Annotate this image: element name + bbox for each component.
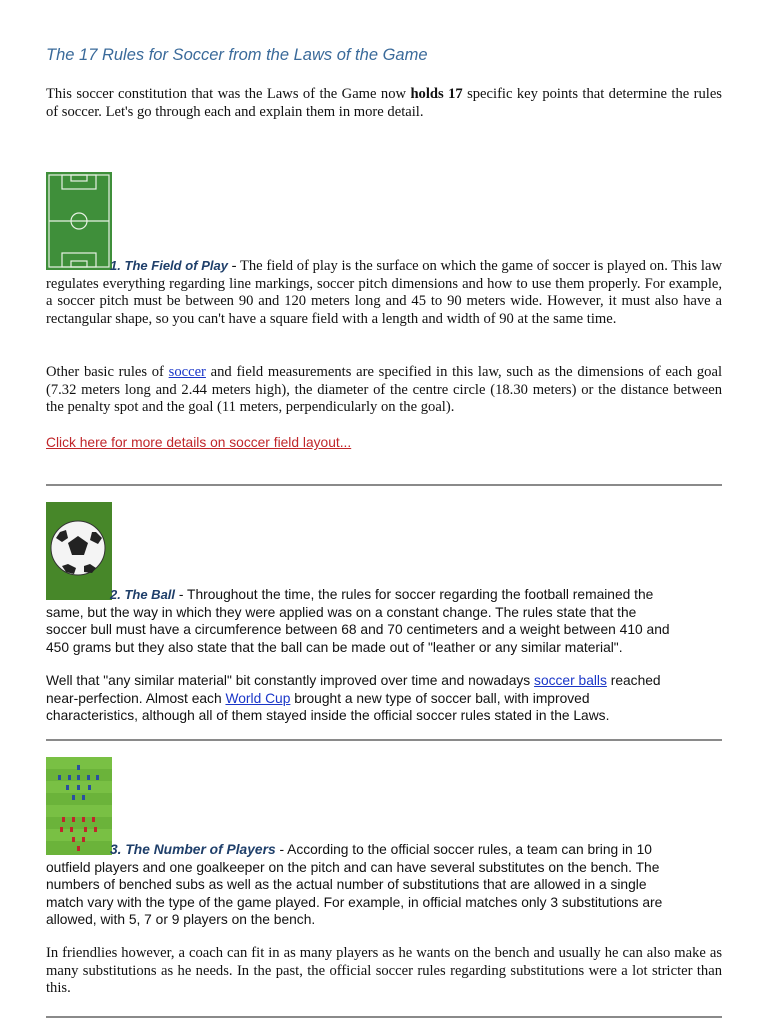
soccer-balls-link[interactable]: soccer balls [534,673,607,688]
field-layout-details-link[interactable]: Click here for more details on soccer field layout... [46,435,352,450]
section-divider [46,1016,722,1018]
section-divider [46,484,722,486]
section-3-paragraph-2: In friendlies however, a coach can fit in as many players as he wants on the bench and usually he can also make as many substitutions as he needs. In the past, the official soccer rules regarding substitutions were a lot stricter than this. [46,945,722,996]
page-title: The 17 Rules for Soccer from the Laws of the Game [46,46,428,64]
section-2-heading: 2. The Ball [110,587,176,602]
intro-paragraph: This soccer constitution that was the Laws of the Game now holds 17 specific key points that determine the rules of soccer. Let's go through each and explain them in more detail. [46,86,722,120]
section-2-paragraph: 2. The Ball - Throughout the time, the rules for soccer regarding the football remained the same, but the way in which they were applied was on a constant change. The rules state that the soccer bull must have a circumference between 68 and 70 centimeters and a weight between 410 and 450 grams but they also state that the ball can be made out of "leather or any similar material". [46,587,670,655]
section-divider [46,739,722,741]
intro-bold: holds 17 [410,86,463,102]
section-1-heading: 1. The Field of Play [110,258,228,273]
world-cup-link[interactable]: World Cup [225,690,291,706]
soccer-link[interactable]: soccer [168,364,206,380]
soccer-field-image [46,172,112,270]
section-1-paragraph-2: Other basic rules of soccer and field measurements are specified in this law, such as the dimensions of each goal (7.32 meters long and 2.44 meters high), the diameter of the centre circle (18.30 meters) or the distance between the penalty spot and the goal (11 meters, perpendicularly on the goal). [46,364,722,415]
section-1-paragraph: 1. The Field of Play - The field of play is the surface on which the game of soccer is played on. This law regulates everything regarding line markings, soccer pitch dimensions and how to use them properly. For example, a soccer pitch must be between 90 and 120 meters long and 45 to 90 meters wide. However, it must also have a rectangular shape, so you can't have a square field with a length and width of 90 at the same time. [46,258,722,327]
section-3-paragraph: 3. The Number of Players - According to the official soccer rules, a team can bring in 10 outfield players and one goalkeeper on the pitch and can have several substitutes on the bench. The numbers of benched subs as well as the actual number of substitutions that are allowed in a single match vary with the type of the game played. For example, in official matches only 3 substitutions are allowed, with 5, 7 or 9 players on the bench. [46,842,663,927]
section-3-heading: 3. The Number of Players [110,842,276,857]
section-2-paragraph-2: Well that "any similar material" bit constantly improved over time and nowadays soccer balls reached near-perfection. Almost each World Cup brought a new type of soccer ball, with improved characteristics, although all of them stayed inside the official soccer rules stated in the Laws. [46,673,661,723]
